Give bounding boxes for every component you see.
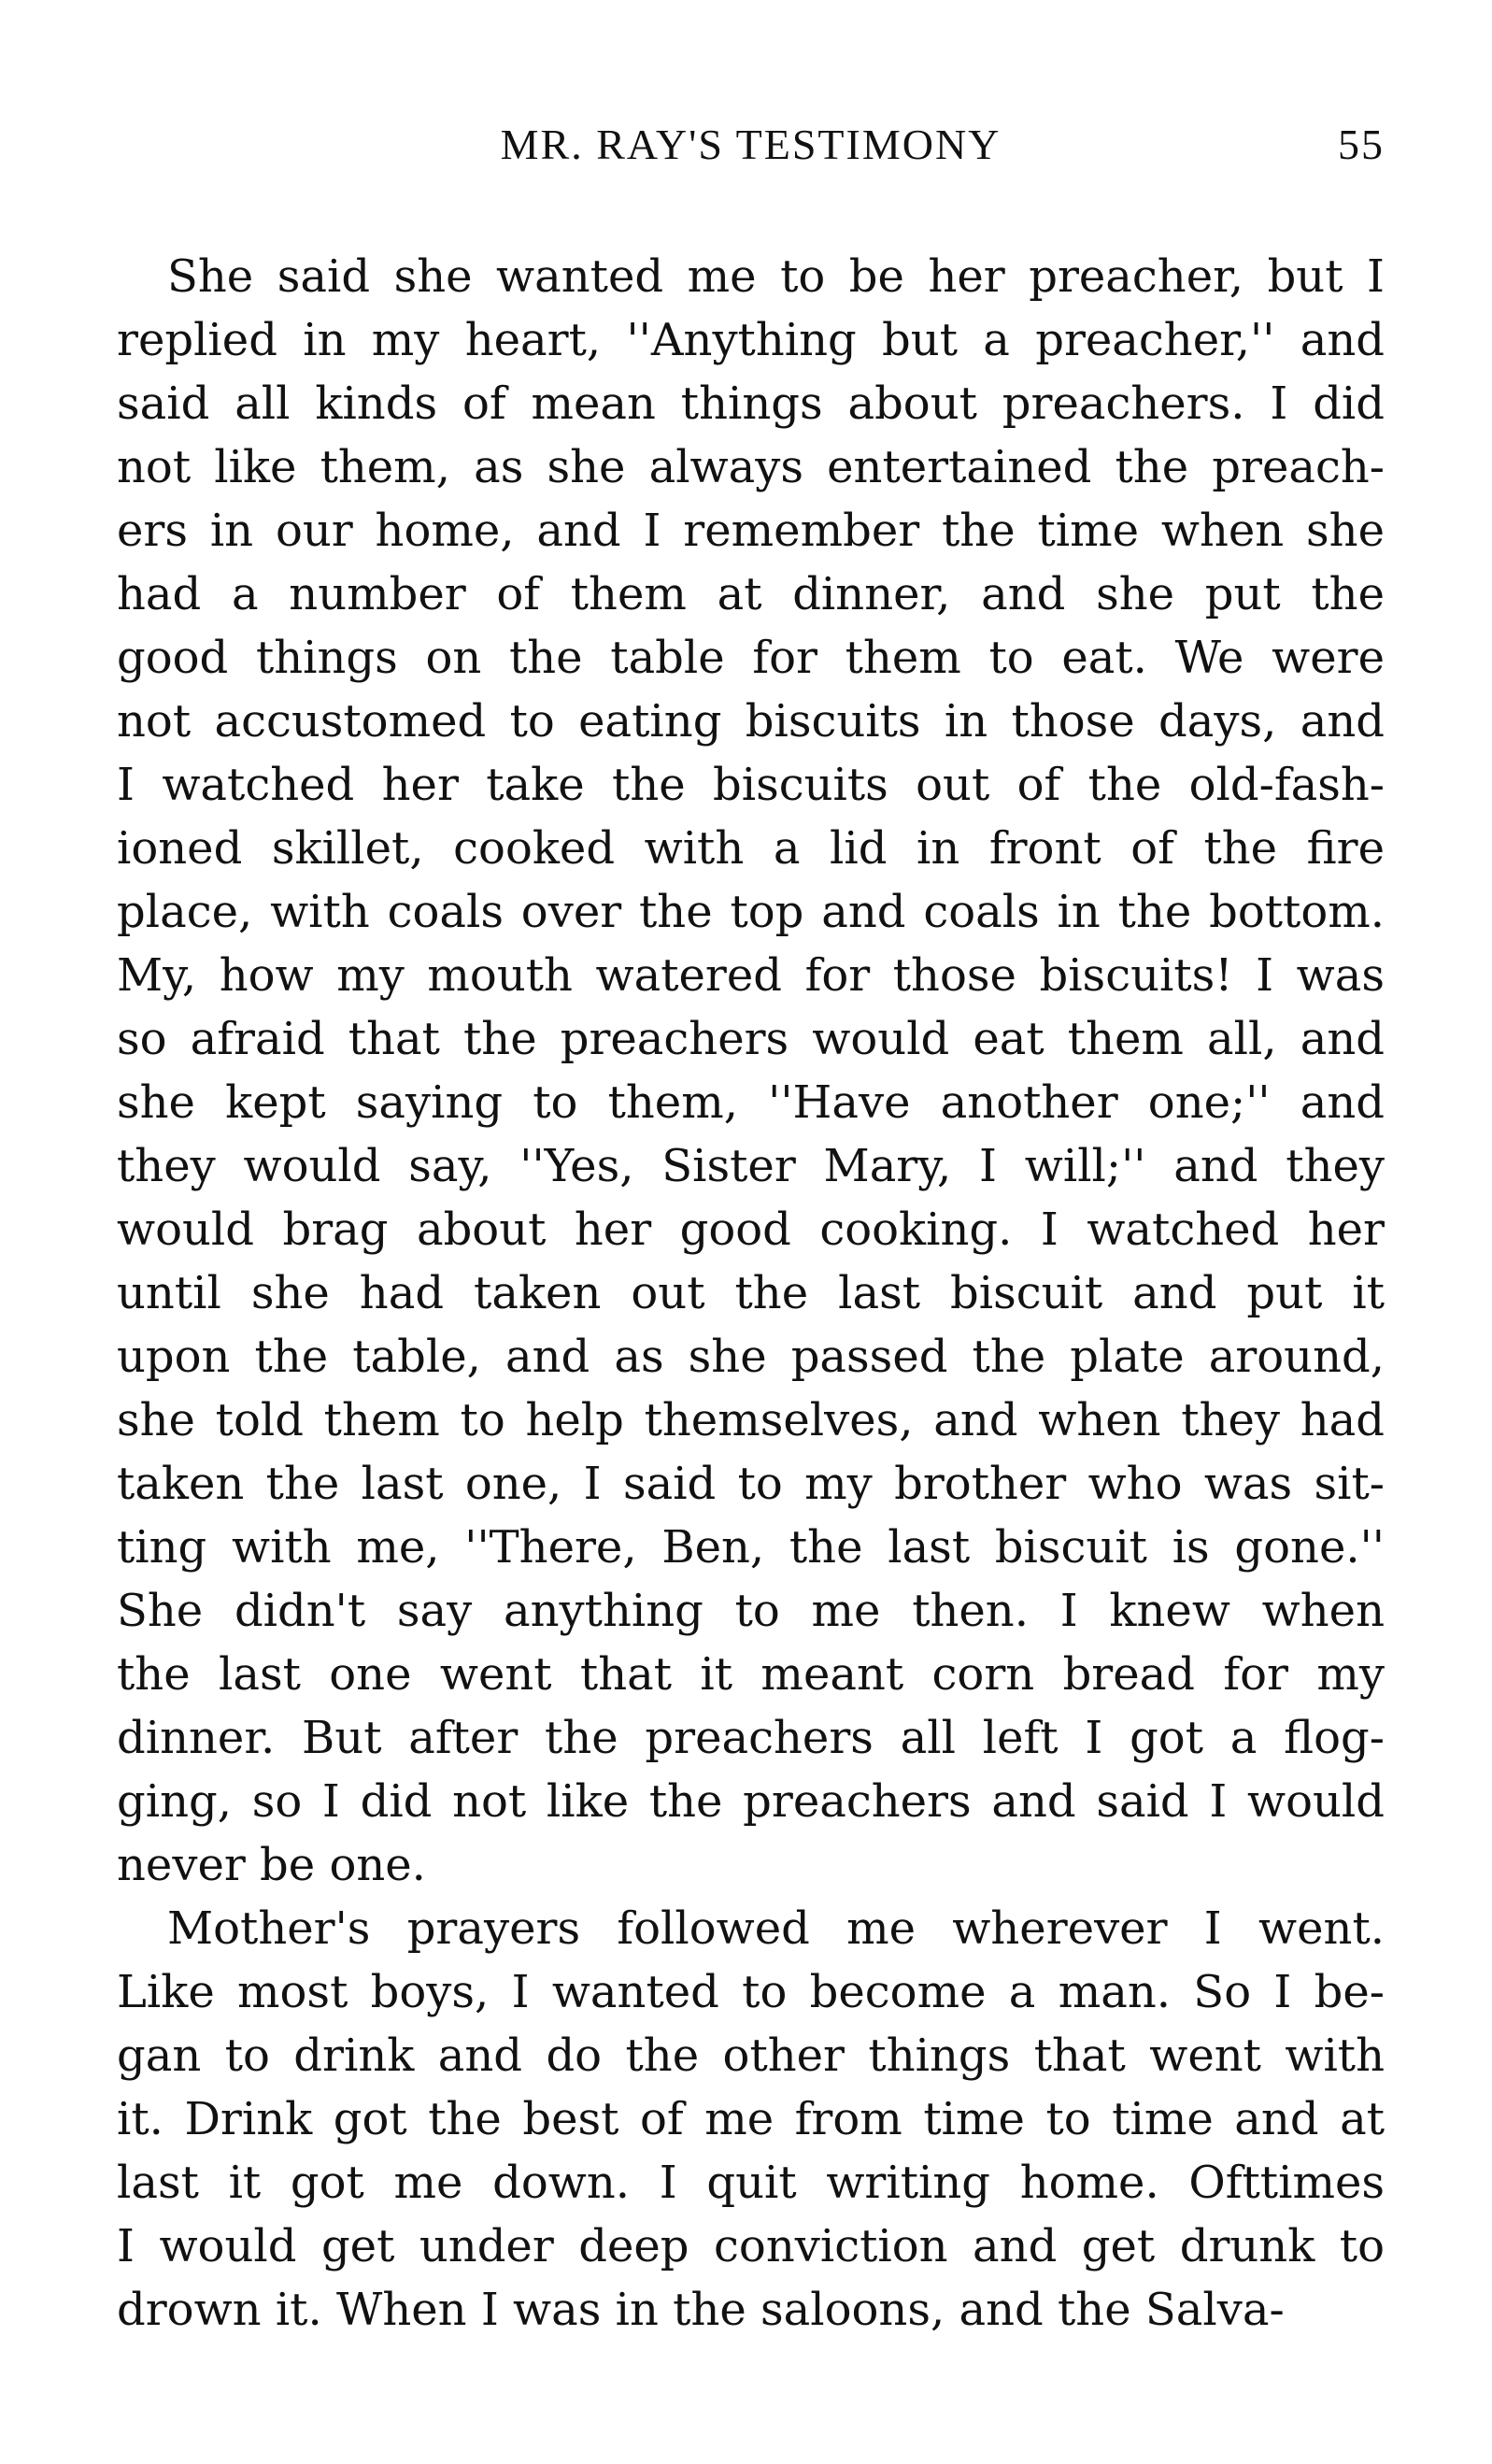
text-line: Mother's prayers followed me wherever I went. [167, 1902, 1385, 1955]
text-line: she told them to help themselves, and when they had [117, 1394, 1385, 1446]
text-line: they would say, ''Yes, Sister Mary, I will;'' and they [117, 1140, 1385, 1192]
text-line: she kept saying to them, ''Have another one;'' and [117, 1076, 1385, 1129]
paragraph [117, 1897, 1385, 2342]
text-line: drown it. When I was in the saloons, and the Salva- [117, 2284, 1285, 2336]
paragraph [117, 245, 1385, 1897]
text-line: She didn't say anything to me then. I knew when [117, 1585, 1385, 1637]
text-line: had a number of them at dinner, and she put the [117, 568, 1385, 620]
text-line: taken the last one, I said to my brother who was sit- [117, 1458, 1385, 1510]
text-line: ting with me, ''There, Ben, the last biscuit is gone.'' [117, 1521, 1385, 1574]
text-line: good things on the table for them to eat. We were [117, 632, 1385, 684]
text-line: upon the table, and as she passed the plate around, [117, 1331, 1385, 1383]
text-line: I would get under deep conviction and get drunk to [117, 2220, 1385, 2272]
running-title: MR. RAY'S TESTIMONY [500, 121, 1002, 168]
text-line: She said she wanted me to be her preacher, but I [167, 250, 1385, 303]
page-number: 55 [1338, 121, 1385, 168]
text-line: never be one. [117, 1839, 426, 1891]
text-line: gan to drink and do the other things that went with [117, 2030, 1385, 2082]
text-line: not like them, as she always entertained the preach- [117, 441, 1385, 493]
text-line: ers in our home, and I remember the time when she [117, 505, 1385, 557]
text-line: ioned skillet, cooked with a lid in front of the fire [117, 822, 1385, 875]
text-line: ging, so I did not like the preachers and said I would [117, 1775, 1385, 1828]
text-line: dinner. But after the preachers all left I got a flog- [117, 1712, 1385, 1764]
text-line: place, with coals over the top and coals in the bottom. [117, 886, 1385, 938]
page-header [117, 117, 1385, 173]
text-line: the last one went that it meant corn bread for my [117, 1648, 1385, 1701]
text-line: it. Drink got the best of me from time to time and at [117, 2093, 1385, 2145]
body-text [117, 245, 1385, 2342]
text-line: not accustomed to eating biscuits in those days, and [117, 695, 1385, 748]
text-line: Like most boys, I wanted to become a man. So I be- [117, 1966, 1385, 2018]
text-line: My, how my mouth watered for those biscuits! I was [117, 949, 1385, 1002]
text-line: would brag about her good cooking. I watched her [117, 1204, 1385, 1256]
text-line: until she had taken out the last biscuit and put it [117, 1267, 1385, 1319]
text-line: said all kinds of mean things about preachers. I did [117, 377, 1385, 430]
text-line: replied in my heart, ''Anything but a preacher,'' and [117, 314, 1385, 366]
text-line: last it got me down. I quit writing home. Ofttimes [117, 2157, 1385, 2209]
text-line: I watched her take the biscuits out of the old-fash- [117, 759, 1385, 811]
text-line: so afraid that the preachers would eat them all, and [117, 1013, 1385, 1065]
